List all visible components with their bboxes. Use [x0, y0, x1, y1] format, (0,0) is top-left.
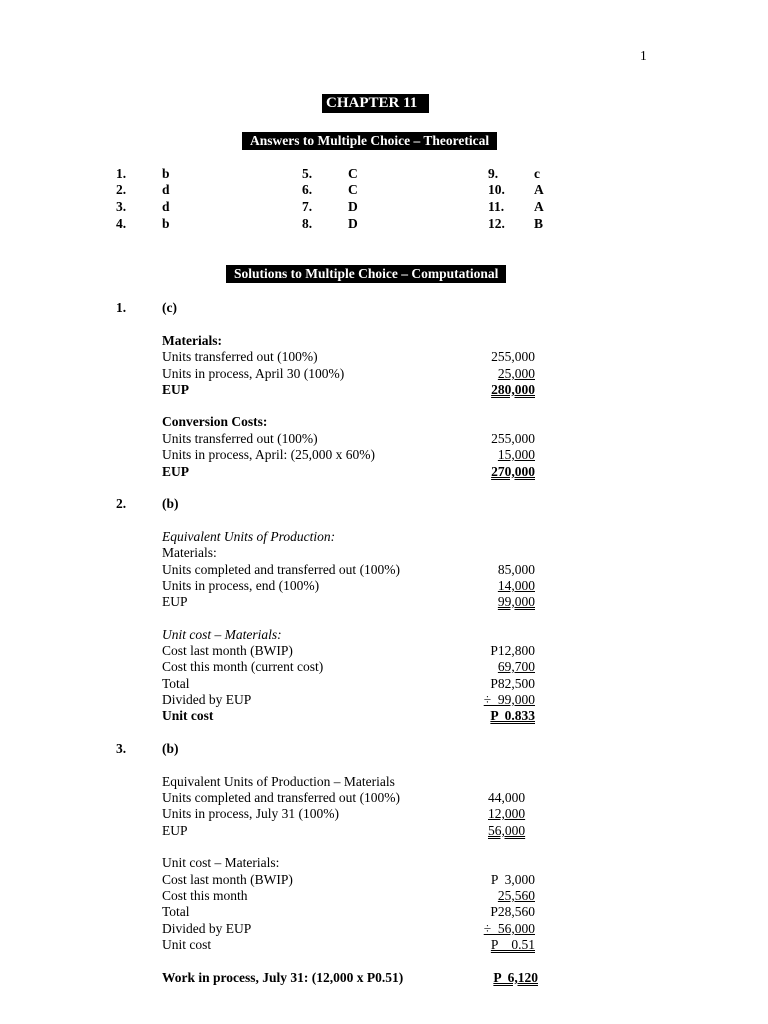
section-title: Equivalent Units of Production:: [162, 529, 336, 544]
answer-number: 8.: [302, 216, 313, 231]
row-value: P 6,120: [493, 970, 538, 985]
answer-letter: D: [348, 199, 358, 214]
section-title: Unit cost – Materials:: [162, 627, 282, 642]
answer-number: 6.: [302, 182, 313, 197]
row-label: Units in process, end (100%): [162, 578, 320, 593]
answer-number: 5.: [302, 166, 313, 181]
row-label: Divided by EUP: [162, 921, 252, 936]
row-value: P82,500: [490, 676, 535, 691]
question-number: 2.: [116, 496, 127, 511]
section-title: Unit cost – Materials:: [162, 855, 280, 870]
section-title: Materials:: [162, 333, 222, 348]
chapter-title: CHAPTER 11: [322, 94, 429, 113]
row-value: 25,560: [497, 888, 535, 903]
row-label: Cost this month (current cost): [162, 659, 324, 674]
row-value: ÷ 99,000: [483, 692, 535, 707]
answer-letter: d: [162, 199, 170, 214]
row-value: P12,800: [490, 643, 535, 658]
row-value: P28,560: [490, 904, 535, 919]
answer-number: 3.: [116, 199, 127, 214]
answer-number: 9.: [488, 166, 499, 181]
row-label: Units in process, April 30 (100%): [162, 366, 345, 381]
row-label: Cost last month (BWIP): [162, 643, 293, 658]
row-label: EUP: [162, 464, 189, 479]
page-number: 1: [640, 48, 647, 63]
row-value: ÷ 56,000: [483, 921, 535, 936]
answer-letter: b: [162, 216, 170, 231]
answer-number: 12.: [488, 216, 505, 231]
row-label: Units completed and transferred out (100%): [162, 562, 401, 577]
question-number: 3.: [116, 741, 127, 756]
answer-number: 4.: [116, 216, 127, 231]
theoretical-heading: Answers to Multiple Choice – Theoretical: [242, 132, 497, 150]
row-label: Units transferred out (100%): [162, 349, 318, 364]
question-answer: (b): [162, 496, 179, 511]
row-label: EUP: [162, 594, 188, 609]
row-label: Total: [162, 904, 190, 919]
row-label: Work in process, July 31: (12,000 x P0.51): [162, 970, 404, 985]
computational-heading: Solutions to Multiple Choice – Computational: [226, 265, 506, 283]
row-label: Divided by EUP: [162, 692, 252, 707]
row-value: 255,000: [491, 431, 535, 446]
answer-letter: D: [348, 216, 358, 231]
answer-number: 2.: [116, 182, 127, 197]
row-label: EUP: [162, 823, 188, 838]
answer-letter: B: [534, 216, 544, 231]
row-value: 270,000: [491, 464, 535, 479]
row-value: 25,000: [497, 366, 535, 381]
row-label: Unit cost: [162, 937, 212, 952]
answer-letter: c: [534, 166, 540, 181]
row-label: Total: [162, 676, 190, 691]
row-value: 280,000: [491, 382, 535, 397]
answer-number: 10.: [488, 182, 505, 197]
row-label: Units transferred out (100%): [162, 431, 318, 446]
question-number: 1.: [116, 300, 127, 315]
row-label: Units in process, April: (25,000 x 60%): [162, 447, 375, 462]
row-label: Unit cost: [162, 708, 214, 723]
answer-letter: A: [534, 182, 544, 197]
row-value: P 0.833: [490, 708, 535, 723]
answer-letter: A: [534, 199, 544, 214]
row-label: EUP: [162, 382, 189, 397]
question-answer: (b): [162, 741, 179, 756]
question-answer: (c): [162, 300, 177, 315]
row-label: Units completed and transferred out (100%): [162, 790, 401, 805]
answer-number: 1.: [116, 166, 127, 181]
row-value: 99,000: [497, 594, 535, 609]
answer-number: 11.: [488, 199, 505, 214]
answer-letter: b: [162, 166, 170, 181]
answer-number: 7.: [302, 199, 313, 214]
row-value: 85,000: [497, 562, 535, 577]
row-label: Materials:: [162, 545, 217, 560]
section-title: Equivalent Units of Production – Materials: [162, 774, 395, 789]
answer-letter: C: [348, 182, 358, 197]
answer-letter: C: [348, 166, 358, 181]
row-label: Cost last month (BWIP): [162, 872, 293, 887]
row-value: 255,000: [491, 349, 535, 364]
answer-letter: d: [162, 182, 170, 197]
row-label: Units in process, July 31 (100%): [162, 806, 339, 821]
row-value: 14,000: [497, 578, 535, 593]
row-value: 44,000: [488, 790, 526, 805]
section-title: Conversion Costs:: [162, 414, 268, 429]
row-value: P 0.51: [490, 937, 535, 952]
row-value: 69,700: [497, 659, 535, 674]
row-value: 15,000: [497, 447, 535, 462]
row-label: Cost this month: [162, 888, 248, 903]
row-value: P 3,000: [490, 872, 535, 887]
row-value: 12,000: [488, 806, 526, 821]
row-value: 56,000: [488, 823, 526, 838]
